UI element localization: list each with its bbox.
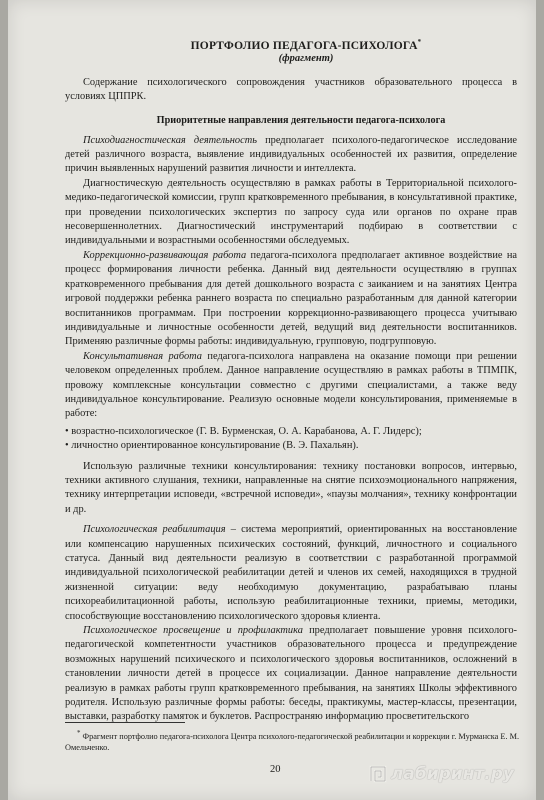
labyrinth-logo-icon bbox=[368, 764, 388, 784]
paragraph-lead: Коррекционно-развивающая работа bbox=[83, 249, 247, 261]
page-title bbox=[95, 38, 517, 52]
paragraph-correction bbox=[65, 249, 517, 350]
paragraph-psychodiagnostics bbox=[65, 134, 517, 177]
footnote-mark: * bbox=[77, 730, 81, 737]
paragraph-education bbox=[65, 624, 517, 725]
footnote-text: Фрагмент портфолио педагога-психолога Центра психолого-педагогической реабилитации и коррекции г. Мурманска Е. М. Омельченко. bbox=[65, 731, 520, 752]
paragraph-lead: Консультативная работа bbox=[83, 350, 202, 362]
paragraph-lead: Психологическое просвещение и профилактика bbox=[83, 625, 303, 637]
paragraph-consulting bbox=[65, 350, 517, 422]
paragraph-text: педагога-психолога предполагает активное воздействие на процесс формирования личности ребенка. Данный вид деятельности осуществляю в группах кратковременного пребывания для детей дошкольного возраста с заиканием и на занятиях Центра игровой поддержки ребенка раннего возраста по специально разработанным для данной категории воспитанников программам. При построении коррекционно-развивающего процесса учитываю индивидуальные и личностные особенности детей, ведущий вид деятельности воспитанников. Применяю различные формы работы: индивидуальную, групповую, подгрупповую. bbox=[65, 249, 518, 348]
paragraph-rehabilitation bbox=[65, 523, 517, 624]
paragraph-text: предполагает психолого-педагогическое исследование детей различного возраста, выявление индивидуальных особенностей их развития, определение причин выявленных нарушений развития личности и интеллекта. bbox=[65, 134, 517, 175]
consulting-models-list bbox=[65, 425, 517, 454]
paragraph-diagnostics-practice bbox=[65, 177, 517, 249]
footnote bbox=[65, 728, 525, 753]
paragraph-text: – система мероприятий, ориентированных на восстановление или компенсацию нарушенных психических состояний, функций, личностного и социального статуса. Данный вид деятельности реализую в соответствии с разработанной программой индивидуальной психологической реабилитации детей и членов их семей, находящихся в трудной жизненной ситуации: веду необходимую документацию, разрабатываю планы психореабилитационной работы, использую реабилитационные техники, приемы, методики, способствующие восстановлению психологического здоровья клиента. bbox=[65, 524, 517, 622]
labirint-watermark bbox=[368, 764, 514, 784]
intro-paragraph: Содержание психологического сопровождения участников образовательного процесса в условиях ЦППРК. bbox=[65, 76, 517, 103]
paragraph-lead: Психологическая реабилитация bbox=[83, 524, 226, 536]
list-item: • возрастно-психологическое (Г. В. Бурменская, О. А. Карабанова, А. Г. Лидерс); bbox=[65, 425, 517, 439]
paragraph-text: Диагностическую деятельность осуществляю в рамках работы в Территориальной психолого-медико-педагогической комиссии, групп кратковременного пребывания, в консультативной практике, при проведении психологических экспертиз по запросу суда или органов по охране прав несовершеннолетних. Диагностический инструментарий подбираю в соответствии с индивидуальными и возрастными особенностями обследуемых. bbox=[65, 177, 517, 247]
footnote-divider bbox=[65, 722, 185, 723]
paragraph-text: Использую различные техники консультирования: технику постановки вопросов, интервью, техники активного слушания, техники, направленные на снятие психоэмоционального напряжения, технику интерпретации исповеди, «встречной исповеди», «паузы молчания», технику конфронтации и др. bbox=[65, 460, 517, 515]
page-content bbox=[65, 38, 517, 725]
page-subtitle: (фрагмент) bbox=[278, 52, 334, 64]
title-text: ПОРТФОЛИО ПЕДАГОГА-ПСИХОЛОГА bbox=[190, 39, 418, 52]
section-heading: Приоритетные направления деятельности педагога-психолога bbox=[156, 114, 446, 126]
page-number: 20 bbox=[270, 764, 281, 775]
watermark-text: лабиринт.ру bbox=[390, 764, 514, 784]
paragraph-techniques bbox=[65, 460, 517, 518]
paragraph-lead: Психодиагностическая деятельность bbox=[83, 134, 257, 146]
title-footnote-mark: * bbox=[417, 38, 422, 46]
list-item: • личностно ориентированное консультирование (В. Э. Пахальян). bbox=[65, 439, 517, 453]
paragraph-text: педагога-психолога направлена на оказание помощи при решении человеком определенных проблем. Данное направление осуществляю в рамках работы в ТПМПК, провожу комплексные консультации совместно с другими специалистами, а также веду индивидуальное консультирование. Реализую основные модели консультирования, применяемые в работе: bbox=[65, 350, 517, 420]
paragraph-text: предполагает повышение уровня психолого-педагогической компетентности участников образовательного процесса и предупреждение возможных нарушений психического и психологического здоровья воспитанников, осложнений в становлении личности детей в процессе их социализации. Данное направление деятельности реализую в рамках работы групп кратковременного пребывания, на занятиях Школы эффективного родителя. Использую различные формы работы: беседы, практикумы, мастер-классы, презентации, выставки, разработку памяток и буклетов. Распространяю информацию просветительского bbox=[65, 625, 517, 723]
book-page bbox=[8, 0, 536, 800]
